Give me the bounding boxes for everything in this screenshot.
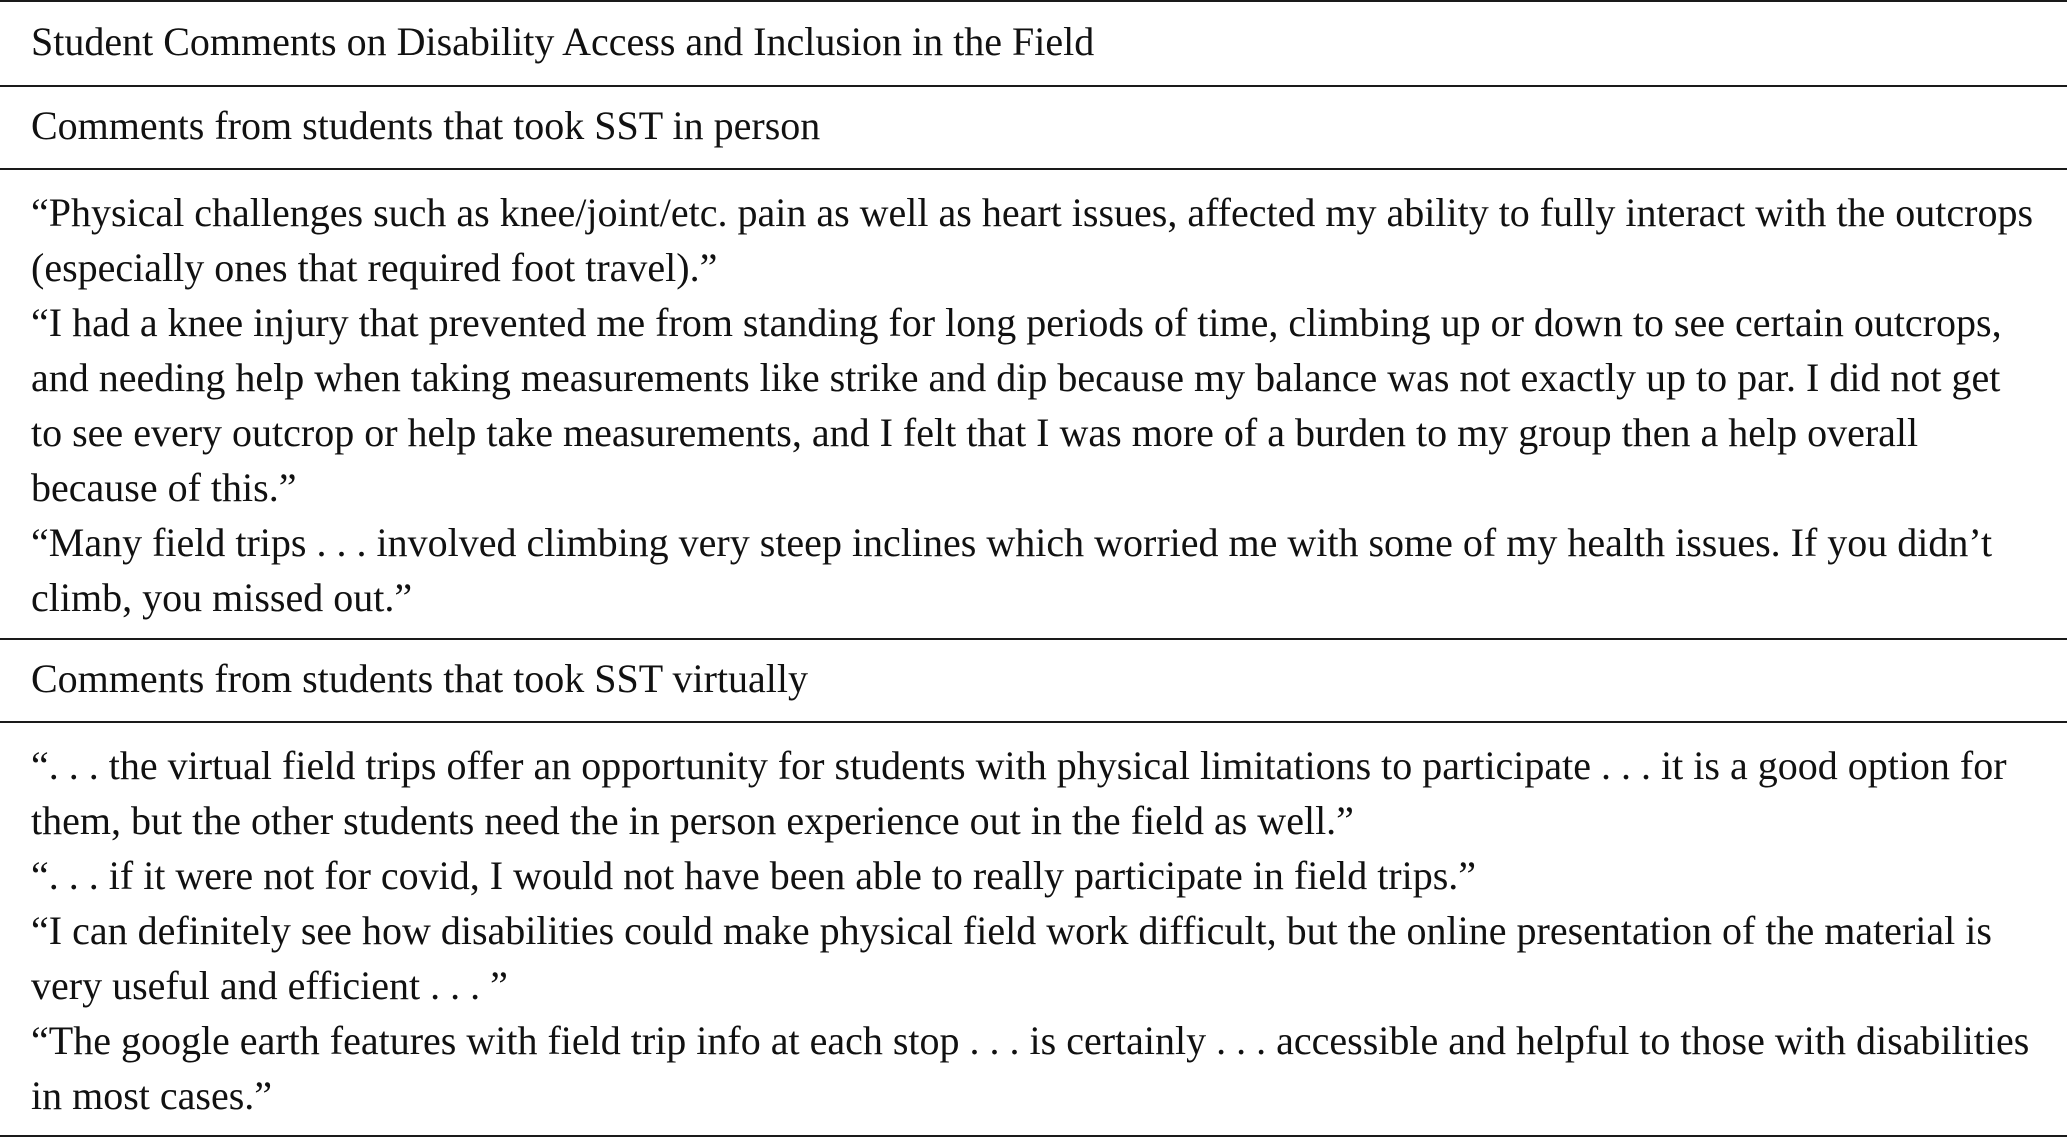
- comment-virtual-4: “The google earth features with field trip info at each stop . . . is certainly . . . accessible and helpful to those with disabilities in most cases.”: [31, 1018, 2030, 1118]
- virtual-heading-rule: [0, 721, 2067, 723]
- table-bottom-rule: [0, 1135, 2067, 1137]
- in-person-heading-rule: [0, 168, 2067, 170]
- comment-virtual-3: “I can definitely see how disabilities could make physical field work difficult, but the online presentation of the material is very useful and efficient . . . ”: [31, 908, 1992, 1008]
- comment-in-person-1: “Physical challenges such as knee/joint/etc. pain as well as heart issues, affected my ability to fully interact with the outcrops (especially ones that required foot travel).”: [31, 190, 2034, 290]
- section-heading-row-in-person: [0, 98, 2067, 153]
- section-body-in-person: [0, 185, 2067, 625]
- title-bottom-rule: [0, 85, 2067, 87]
- table-title-row: [0, 14, 2067, 69]
- comment-in-person-3: “Many field trips . . . involved climbing very steep inclines which worried me with some of my health issues. If you didn’t climb, you missed out.”: [31, 520, 1993, 620]
- section-heading-in-person: Comments from students that took SST in person: [31, 103, 821, 148]
- section-body-virtual: [0, 738, 2067, 1123]
- section-heading-virtual: Comments from students that took SST virtually: [31, 656, 809, 701]
- comment-virtual-2: “. . . if it were not for covid, I would not have been able to really participate in field trips.”: [31, 853, 1477, 898]
- table-title: Student Comments on Disability Access and Inclusion in the Field: [31, 19, 1095, 64]
- comment-virtual-1: “. . . the virtual field trips offer an opportunity for students with physical limitations to participate . . . it is a good option for them, but the other students need the in person experience out in the field as well.”: [31, 743, 2007, 843]
- section-heading-row-virtual: [0, 651, 2067, 706]
- in-person-body-rule: [0, 638, 2067, 640]
- comment-in-person-2: “I had a knee injury that prevented me from standing for long periods of time, climbing up or down to see certain outcrops, and needing help when taking measurements like strike and dip because my balance was not exactly up to par. I did not get to see every outcrop or help take measurements, and I felt that I was more of a burden to my group then a help overall because of this.”: [31, 300, 2002, 510]
- table-top-rule: [0, 0, 2067, 2]
